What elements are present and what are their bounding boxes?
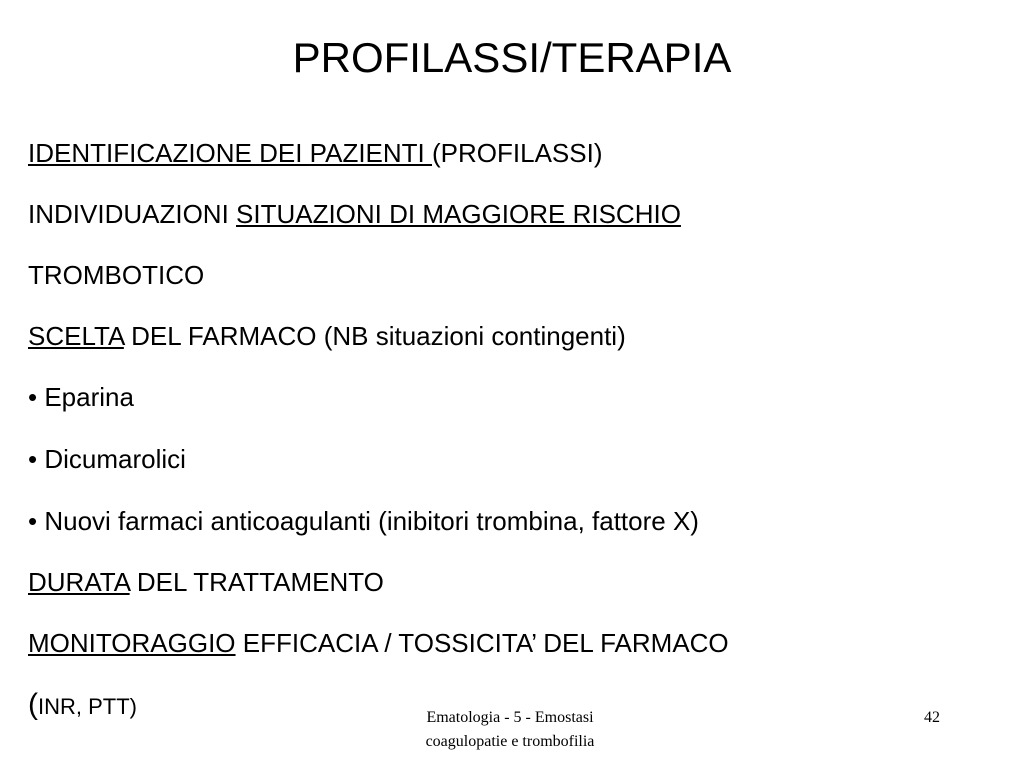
line-trombotico: TROMBOTICO (28, 260, 205, 290)
line-scelta (28, 319, 626, 353)
individuazioni-plain: INDIVIDUAZIONI (28, 199, 237, 229)
line-durata (28, 565, 384, 599)
inr-ptt-open: ( (28, 688, 38, 721)
bullet-dicumarolici: • Dicumarolici (28, 444, 186, 474)
line-identificazione (28, 136, 602, 170)
line-individuazioni (28, 197, 681, 231)
scelta-rest: DEL FARMACO (NB situazioni contingenti) (123, 321, 626, 351)
bullet-nuovi-farmaci: • Nuovi farmaci anticoagulanti (inibitori trombina, fattore X) (28, 506, 699, 536)
scelta-underlined: SCELTA (28, 321, 124, 351)
monitoraggio-rest: EFFICACIA / TOSSICITA’ DEL FARMACO (235, 628, 729, 658)
individuazioni-underlined: SITUAZIONI DI MAGGIORE RISCHIO (236, 199, 681, 229)
identificazione-rest: (PROFILASSI) (432, 138, 603, 168)
footer-course-title (400, 706, 620, 754)
identificazione-underlined: IDENTIFICAZIONE DEI PAZIENTI (28, 138, 432, 168)
durata-underlined: DURATA (28, 567, 130, 597)
line-monitoraggio (28, 626, 729, 660)
inr-ptt-text: INR, PTT (38, 694, 130, 719)
footer-course-line2: coagulopatie e trombofilia (425, 733, 595, 750)
bullet-eparina: • Eparina (28, 382, 134, 412)
inr-ptt-close: ) (129, 694, 137, 719)
footer-page-number: 42 (924, 709, 940, 726)
footer-course-line1: Ematologia - 5 - Emostasi (426, 709, 594, 726)
line-inr-ptt (28, 688, 137, 724)
monitoraggio-underlined: MONITORAGGIO (28, 628, 236, 658)
durata-rest: DEL TRATTAMENTO (129, 567, 384, 597)
slide-title: PROFILASSI/TERAPIA (292, 34, 732, 81)
